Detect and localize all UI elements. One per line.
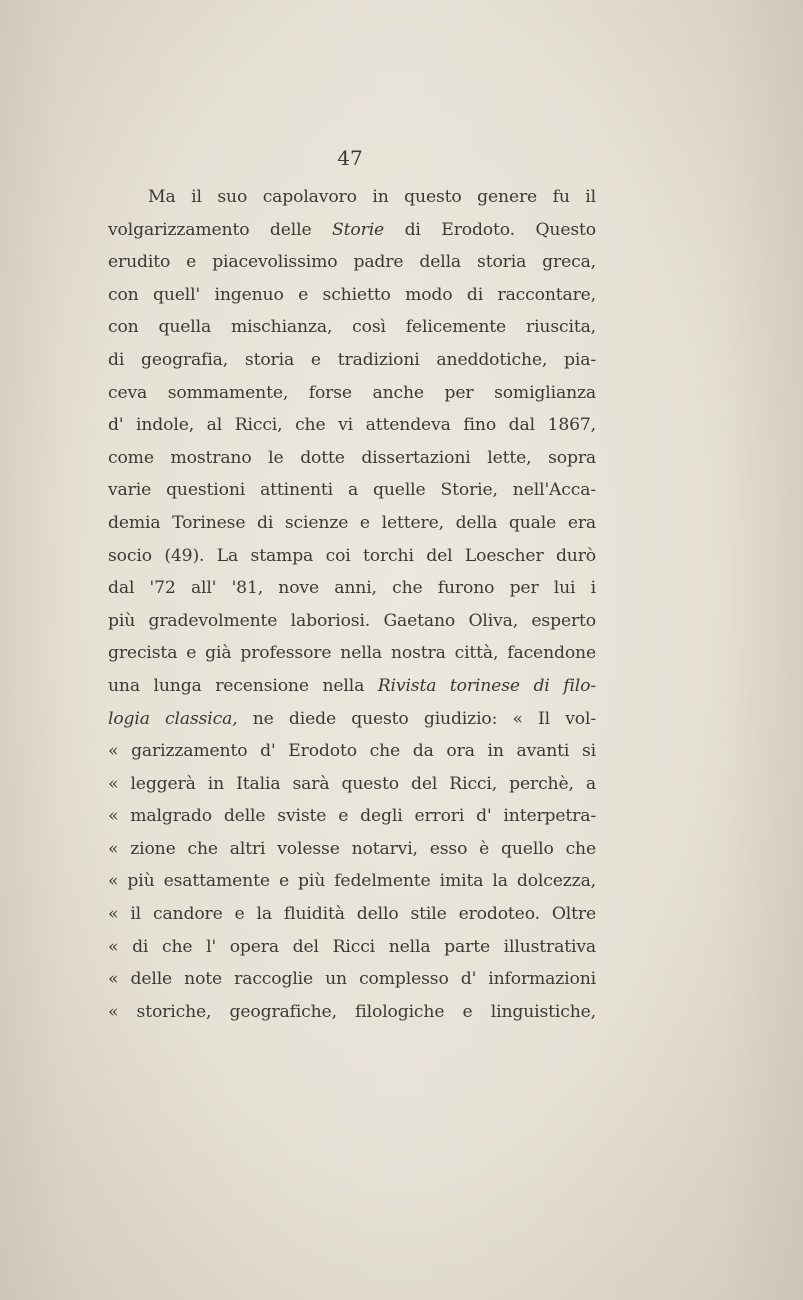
quote-line: « malgrado delle sviste e degli errori d' interpetra- xyxy=(108,806,596,827)
text-line: come mostrano le dotte dissertazioni lette, sopra xyxy=(108,447,596,468)
text-segment: ne diede questo giudizio: « Il vol- xyxy=(237,708,596,729)
text-line: con quella mischianza, così felicemente riuscita, xyxy=(108,317,596,338)
text-line: d' indole, al Ricci, che vi attendeva fino dal 1867, xyxy=(108,415,596,436)
text-segment: una lunga recensione nella xyxy=(108,675,378,696)
quote-line: « garizzamento d' Erodoto che da ora in avanti si xyxy=(108,741,596,762)
text-line: Ma il suo capolavoro in questo genere fu il xyxy=(148,187,596,207)
page-number: 47 xyxy=(337,146,363,170)
quote-line: « di che l' opera del Ricci nella parte illustrativa xyxy=(108,936,596,957)
text-line xyxy=(108,670,596,703)
text-line: con quell' ingenuo e schietto modo di raccontare, xyxy=(108,284,596,305)
text-line: più gradevolmente laboriosi. Gaetano Oliva, esperto xyxy=(108,610,596,631)
text-line: demia Torinese di scienze e lettere, della quale era xyxy=(108,512,596,533)
quote-line: « il candore e la fluidità dello stile erodoteo. Oltre xyxy=(108,904,596,925)
text-segment: volgarizzamento delle xyxy=(108,219,333,240)
italic-title: Rivista torinese di filo- xyxy=(377,675,596,696)
quote-line: « più esattamente e più fedelmente imita la dolcezza, xyxy=(108,871,596,892)
text-line: socio (49). La stampa coi torchi del Loescher durò xyxy=(108,545,596,566)
text-line xyxy=(108,214,596,247)
italic-title: Storie xyxy=(332,219,385,240)
text-line xyxy=(108,703,596,736)
text-line: di geografia, storia e tradizioni aneddotiche, pia- xyxy=(108,349,596,370)
text-line: dal '72 all' '81, nove anni, che furono per lui i xyxy=(108,578,596,599)
quote-line: « leggerà in Italia sarà questo del Ricci, perchè, a xyxy=(108,773,596,794)
quote-line: « zione che altri volesse notarvi, esso è quello che xyxy=(108,838,596,859)
text-line: varie questioni attinenti a quelle Storie, nell'Acca- xyxy=(108,480,596,501)
text-line: ceva sommamente, forse anche per somiglianza xyxy=(108,382,596,403)
text-line: grecista e già professore nella nostra città, facendone xyxy=(108,643,596,664)
quote-line: « storiche, geografiche, filologiche e linguistiche, xyxy=(108,1001,596,1022)
text-segment: di Erodoto. Questo xyxy=(384,219,596,240)
body-text xyxy=(108,181,596,1028)
italic-title: logia classica, xyxy=(108,708,238,729)
text-line: erudito e piacevolissimo padre della storia greca, xyxy=(108,252,596,273)
quote-line: « delle note raccoglie un complesso d' informazioni xyxy=(108,969,596,990)
